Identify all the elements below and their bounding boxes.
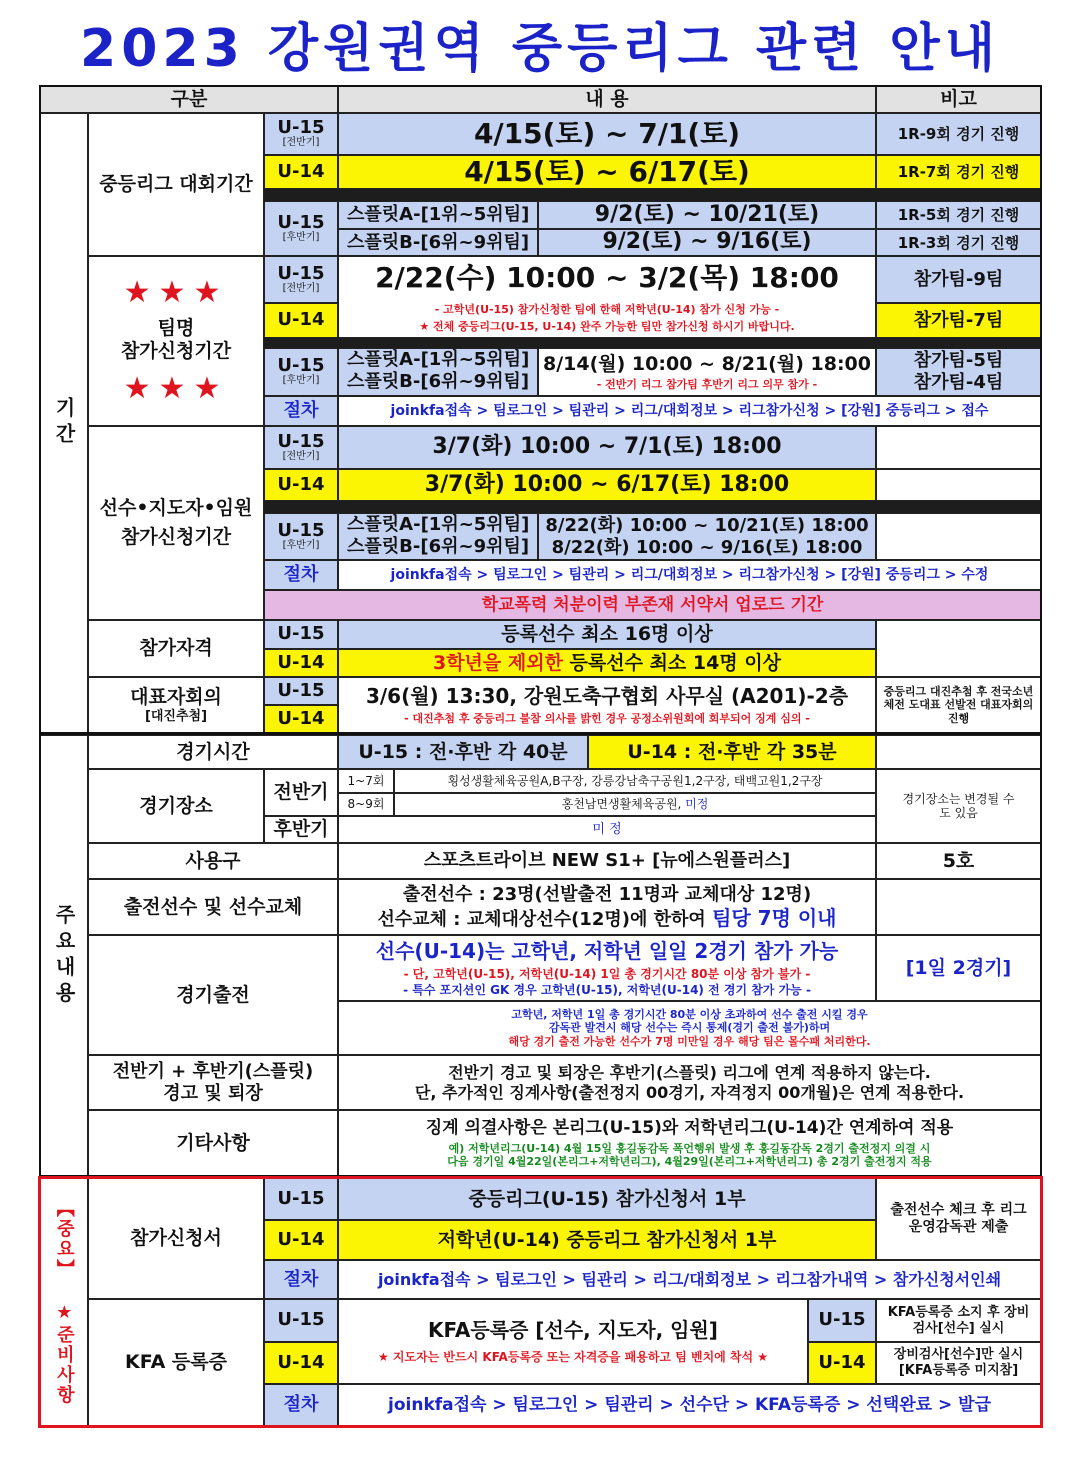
divider-bar bbox=[264, 501, 1041, 513]
player-reg-u14-tag: U-14 bbox=[264, 469, 338, 501]
etc-detail: 징계 의결사항은 본리그(U-15)와 저학년리그(U-14)간 연계하여 적용 예) 저학년리그(U-14) 4월 15일 홍길동감독 폭언행위 발생 후 홍길동감독 2경기 출전정지 의결 시 다음 경기일 4월22일(본리그+저학년리그), 4월29일(본리그+저학년리그) 총 2경기 출전정지 적용 bbox=[338, 1110, 1041, 1176]
player-reg-split-dates: 8/22(화) 10:00 ~ 10/21(토) 18:00 8/22(화) 10:00 ~ 9/16(토) 18:00 bbox=[538, 513, 876, 560]
eligibility-u14: 3학년을 제외한 등록선수 최소 14명 이상 bbox=[338, 649, 876, 677]
appearance-penalty: 고학년, 저학년 1일 총 경기시간 80분 이상 초과하여 선수 출전 시킬 경우 감독관 발견시 해당 선수는 즉시 통제(경기 출전 불가)하며 해당 경기 출전 가능한 선수가 7명 미만일 경우 해당 팀은 몰수패 처리한다. bbox=[338, 1001, 1041, 1055]
appearance-rule: 선수(U-14)는 고학년, 저학년 일일 2경기 참가 가능 - 단, 고학년(U-15), 저학년(U-14) 1일 총 경기시간 80분 이상 참가 불가 - - 특수 포지션인 GK 경우 고학년(U-15), 저학년(U-14) 전 경기 참가 가능 - bbox=[338, 935, 876, 1001]
application-label: 참가신청서 bbox=[88, 1178, 264, 1299]
team-reg-u15-info: 2/22(수) 10:00 ~ 3/2(목) 18:00 - 고학년(U-15) 참가신청한 팀에 한해 저학년(U-14) 참가 신청 가능 - ★ 전체 중등리그(U-15, U-14) 완주 가능한 팀만 참가신청 하시기 바랍니다. bbox=[338, 256, 876, 338]
venue-round-8-9-place: 홍천남면생활체육공원, 미정 bbox=[394, 793, 876, 816]
subs-detail: 출전선수 : 23명(선발출전 11명과 교체대상 12명) 선수교체 : 교체대상선수(12명)에 한하여 팀당 7명 이내 bbox=[338, 879, 876, 935]
league-u15-first-tag: U-15 [전반기] bbox=[264, 113, 338, 155]
page-title: 2023 강원권역 중등리그 관련 안내 bbox=[80, 19, 1000, 79]
player-reg-split-tag: U-15 [후반기] bbox=[264, 513, 338, 560]
league-u14-date: 4/15(토) ~ 6/17(토) bbox=[338, 155, 876, 189]
team-reg-split-notes: 참가팀-5팀 참가팀-4팀 bbox=[876, 348, 1041, 396]
player-reg-split-note bbox=[876, 513, 1041, 560]
kfa-detail: KFA등록증 [선수, 지도자, 임원] ★ 지도자는 반드시 KFA등록증 또는 자격증을 패용하고 팀 벤치에 착석 ★ bbox=[338, 1299, 808, 1384]
violence-upload-period: 학교폭력 처분이력 부존재 서약서 업로드 기간 bbox=[264, 590, 1041, 620]
player-reg-u15-note bbox=[876, 426, 1041, 469]
eligibility-note bbox=[876, 620, 1041, 677]
team-reg-u14-tag: U-14 bbox=[264, 303, 338, 338]
player-reg-u14-note bbox=[876, 469, 1041, 501]
rep-meeting-label: 대표자회의 [대진추첨] bbox=[88, 677, 264, 733]
team-reg-u15-note: 참가팀-9팀 bbox=[876, 256, 1041, 303]
league-u14-tag: U-14 bbox=[264, 155, 338, 189]
rep-meeting-u14-tag: U-14 bbox=[264, 705, 338, 733]
team-reg-u14-note: 참가팀-7팀 bbox=[876, 303, 1041, 338]
player-reg-proc-tag: 절차 bbox=[264, 560, 338, 590]
kfa-u15-note-tag: U-15 bbox=[808, 1299, 876, 1342]
league-splitA-label: 스플릿A-[1위~5위팀] bbox=[338, 201, 538, 229]
venue-round-1-7-place: 횡성생활체육공원A,B구장, 강릉강남축구공원1,2구장, 태백고원1,2구장 bbox=[394, 769, 876, 793]
header-content: 내 용 bbox=[338, 86, 876, 113]
team-reg-label: ★★★ 팀명 참가신청기간 ★★★ bbox=[88, 256, 264, 426]
team-reg-u15-tag: U-15 [전반기] bbox=[264, 256, 338, 303]
venue-second-half: 후반기 bbox=[264, 816, 338, 843]
team-reg-split-date: 8/14(월) 10:00 ~ 8/21(월) 18:00 - 전반기 리그 참가팀 후반기 리그 의무 참가 - bbox=[538, 348, 876, 396]
application-u14: 저학년(U-14) 중등리그 참가신청서 1부 bbox=[338, 1220, 876, 1260]
application-note: 출전선수 체크 후 리그운영감독관 제출 bbox=[876, 1178, 1041, 1260]
league-splitA-date: 9/2(토) ~ 10/21(토) bbox=[538, 201, 876, 229]
venue-note: 경기장소는 변경될 수도 있음 bbox=[876, 769, 1041, 843]
match-time-label: 경기시간 bbox=[88, 735, 338, 769]
kfa-u15-note: KFA등록증 소지 후 장비검사[선수] 실시 bbox=[876, 1299, 1041, 1342]
ball-note: 5호 bbox=[876, 843, 1041, 879]
appearance-label: 경기출전 bbox=[88, 935, 338, 1055]
warnings-label: 전반기 + 후반기(스플릿) 경고 및 퇴장 bbox=[88, 1055, 338, 1110]
player-reg-label: 선수•지도자•임원 참가신청기간 bbox=[88, 426, 264, 620]
league-period-label: 중등리그 대회기간 bbox=[88, 113, 264, 256]
kfa-u15-tag: U-15 bbox=[264, 1299, 338, 1342]
application-u15: 중등리그(U-15) 참가신청서 1부 bbox=[338, 1178, 876, 1220]
eligibility-u14-tag: U-14 bbox=[264, 649, 338, 677]
match-time-note bbox=[876, 735, 1041, 769]
subs-note bbox=[876, 879, 1041, 935]
ball-value: 스포츠트라이브 NEW S1+ [뉴에스원플러스] bbox=[338, 843, 876, 879]
league-splitB-note: 1R-3회 경기 진행 bbox=[876, 229, 1041, 256]
team-reg-split-tag: U-15 [후반기] bbox=[264, 348, 338, 396]
rep-meeting-note: 중등리그 대진추첨 후 전국소년체전 도대표 선발전 대표자회의 진행 bbox=[876, 677, 1041, 733]
section-main: 주요내용 bbox=[40, 735, 88, 1176]
star-icon: ★★★ bbox=[123, 370, 229, 406]
kfa-label: KFA 등록증 bbox=[88, 1299, 264, 1426]
league-splitB-label: 스플릿B-[6위~9위팀] bbox=[338, 229, 538, 256]
eligibility-u15: 등록선수 최소 16명 이상 bbox=[338, 620, 876, 649]
player-reg-split-labels: 스플릿A-[1위~5위팀] 스플릿B-[6위~9위팀] bbox=[338, 513, 538, 560]
team-reg-date: 2/22(수) 10:00 ~ 3/2(목) 18:00 bbox=[375, 261, 839, 294]
star-icon: ★★★ bbox=[123, 275, 229, 311]
eligibility-u15-tag: U-15 bbox=[264, 620, 338, 649]
ball-label: 사용구 bbox=[88, 843, 338, 879]
application-procedure: joinkfa접속 > 팀로그인 > 팀관리 > 리그/대회정보 > 리그참가내역 > 참가신청서인쇄 bbox=[338, 1260, 1041, 1299]
section-period: 기간 bbox=[40, 113, 88, 733]
appearance-note: [1일 2경기] bbox=[876, 935, 1041, 1001]
match-time-u15: U-15 : 전·후반 각 40분 bbox=[338, 735, 588, 769]
application-u15-tag: U-15 bbox=[264, 1178, 338, 1220]
league-splitA-note: 1R-5회 경기 진행 bbox=[876, 201, 1041, 229]
application-u14-tag: U-14 bbox=[264, 1220, 338, 1260]
venue-label: 경기장소 bbox=[88, 769, 264, 843]
section-prep: 【중요】 ★준비사항 bbox=[40, 1178, 88, 1426]
league-split-tag: U-15 [후반기] bbox=[264, 201, 338, 256]
warnings-detail: 전반기 경고 및 퇴장은 후반기(스플릿) 리그에 연계 적용하지 않는다. 단, 추가적인 징계사항(출전정지 00경기, 자격정지 00개월)은 연계 적용한다. bbox=[338, 1055, 1041, 1110]
rep-meeting-detail: 3/6(월) 13:30, 강원도축구협회 사무실 (A201)-2층 - 대진추첨 후 중등리그 불참 의사를 밝힌 경우 공정소위원회에 회부되어 징계 심의 - bbox=[338, 677, 876, 733]
team-reg-split-labels: 스플릿A-[1위~5위팀] 스플릿B-[6위~9위팀] bbox=[338, 348, 538, 396]
kfa-procedure: joinkfa접속 > 팀로그인 > 팀관리 > 선수단 > KFA등록증 > 선택완료 > 발급 bbox=[338, 1384, 1041, 1426]
etc-label: 기타사항 bbox=[88, 1110, 338, 1176]
team-reg-proc-tag: 절차 bbox=[264, 396, 338, 426]
match-time-u14: U-14 : 전·후반 각 35분 bbox=[588, 735, 876, 769]
league-u14-note: 1R-7회 경기 진행 bbox=[876, 155, 1041, 189]
eligibility-label: 참가자격 bbox=[88, 620, 264, 677]
application-proc-tag: 절차 bbox=[264, 1260, 338, 1299]
league-splitB-date: 9/2(토) ~ 9/16(토) bbox=[538, 229, 876, 256]
kfa-u14-tag: U-14 bbox=[264, 1342, 338, 1384]
subs-label: 출전선수 및 선수교체 bbox=[88, 879, 338, 935]
divider-bar bbox=[264, 189, 1041, 201]
header-category: 구분 bbox=[40, 86, 338, 113]
kfa-u14-note: 장비검사[선수]만 실시 [KFA등록증 미지참] bbox=[876, 1342, 1041, 1384]
kfa-proc-tag: 절차 bbox=[264, 1384, 338, 1426]
kfa-u14-note-tag: U-14 bbox=[808, 1342, 876, 1384]
team-reg-procedure: joinkfa접속 > 팀로그인 > 팀관리 > 리그/대회정보 > 리그참가신청 > [강원] 중등리그 > 접수 bbox=[338, 396, 1041, 426]
venue-round-8-9: 8~9회 bbox=[338, 793, 394, 816]
player-reg-procedure: joinkfa접속 > 팀로그인 > 팀관리 > 리그/대회정보 > 리그참가신청 > [강원] 중등리그 > 수정 bbox=[338, 560, 1041, 590]
divider-bar bbox=[264, 338, 1041, 348]
header-notes: 비고 bbox=[876, 86, 1041, 113]
player-reg-u15-tag: U-15 [전반기] bbox=[264, 426, 338, 469]
league-u15-first-note: 1R-9회 경기 진행 bbox=[876, 113, 1041, 155]
venue-second-place: 미 정 bbox=[338, 816, 876, 843]
player-reg-u15-date: 3/7(화) 10:00 ~ 7/1(토) 18:00 bbox=[338, 426, 876, 469]
player-reg-u14-date: 3/7(화) 10:00 ~ 6/17(토) 18:00 bbox=[338, 469, 876, 501]
league-u15-first-date: 4/15(토) ~ 7/1(토) bbox=[338, 113, 876, 155]
venue-round-1-7: 1~7회 bbox=[338, 769, 394, 793]
rep-meeting-u15-tag: U-15 bbox=[264, 677, 338, 705]
venue-first-half: 전반기 bbox=[264, 769, 338, 816]
